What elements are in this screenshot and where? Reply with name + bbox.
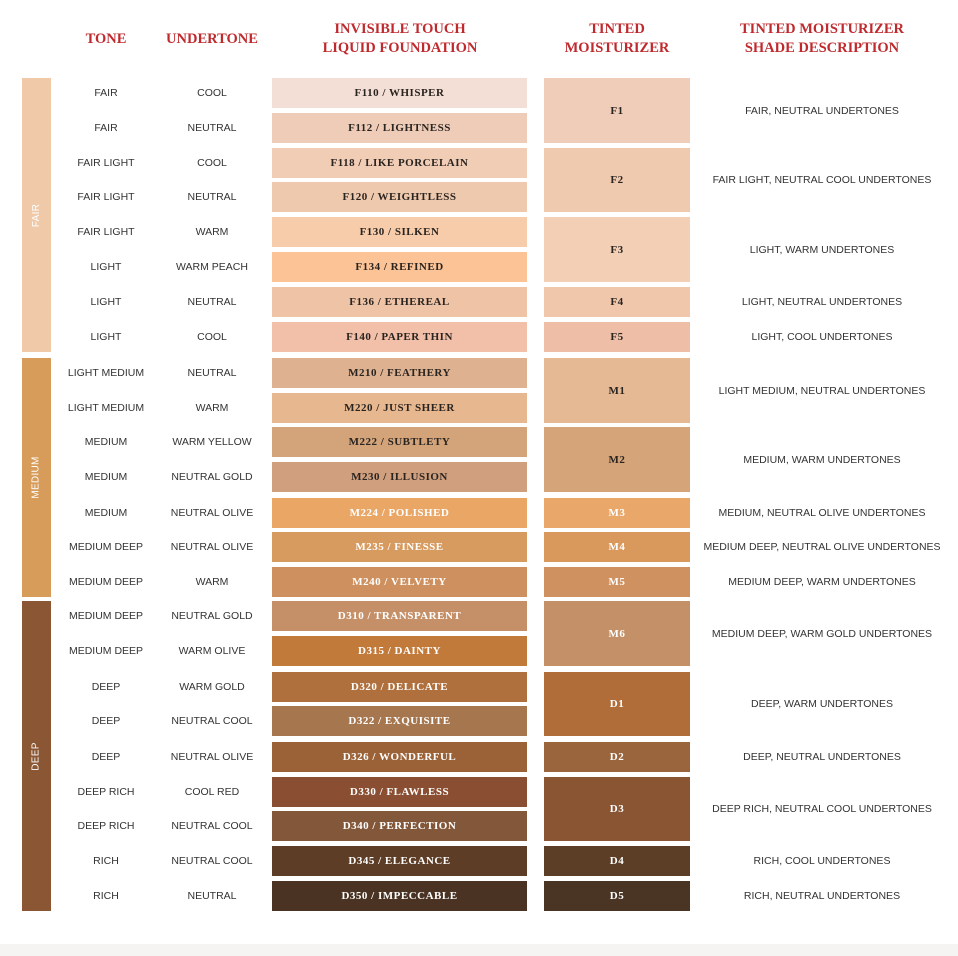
foundation-swatch: F118 / LIKE PORCELAIN [272,148,527,178]
foundation-swatch: D330 / FLAWLESS [272,777,527,807]
tone-cell: MEDIUM [84,436,128,448]
foundation-swatch: F134 / REFINED [272,252,527,282]
moisturizer-swatch: D5 [544,881,690,911]
foundation-swatch: D310 / TRANSPARENT [272,601,527,631]
foundation-swatch: F136 / ETHEREAL [272,287,527,317]
foundation-swatch: M220 / JUST SHEER [272,393,527,423]
undertone-cell: NEUTRAL COOL [171,855,253,867]
undertone-cell: NEUTRAL [187,890,237,902]
moisturizer-swatch: D3 [544,777,690,841]
shade-description: MEDIUM, WARM UNDERTONES [743,453,901,466]
undertone-cell: COOL RED [184,786,240,798]
tone-cell: LIGHT [90,261,122,273]
undertone-cell: NEUTRAL [187,191,237,203]
foundation-swatch: M222 / SUBTLETY [272,427,527,457]
foundation-swatch: F130 / SILKEN [272,217,527,247]
tone-group [22,78,51,352]
tone-cell: MEDIUM DEEP [68,541,144,553]
undertone-cell: NEUTRAL [187,367,237,379]
tone-cell: DEEP [91,715,121,727]
undertone-cell: NEUTRAL OLIVE [170,507,254,519]
foundation-swatch: M224 / POLISHED [272,498,527,528]
foundation-swatch: M240 / VELVETY [272,567,527,597]
tone-group [22,601,51,911]
shade-description: LIGHT MEDIUM, NEUTRAL UNDERTONES [718,384,926,397]
shade-description: FAIR, NEUTRAL UNDERTONES [745,104,899,117]
shade-description: RICH, NEUTRAL UNDERTONES [743,890,901,902]
tone-cell: RICH [93,890,119,902]
undertone-cell: WARM GOLD [179,681,245,693]
foundation-swatch: F110 / WHISPER [272,78,527,108]
moisturizer-swatch: F1 [544,78,690,143]
tone-cell: LIGHT [90,296,122,308]
undertone-cell: NEUTRAL OLIVE [170,541,254,553]
shade-description: LIGHT, WARM UNDERTONES [749,243,895,256]
shade-description: MEDIUM DEEP, WARM GOLD UNDERTONES [711,627,933,640]
foundation-swatch: M230 / ILLUSION [272,462,527,492]
tone-cell: MEDIUM [84,471,128,483]
tone-cell: FAIR LIGHT [77,191,135,203]
tone-cell: MEDIUM [84,507,128,519]
tone-cell: MEDIUM DEEP [68,610,144,622]
shade-description: MEDIUM, NEUTRAL OLIVE UNDERTONES [718,507,926,519]
tone-group-label: FAIR [31,203,42,227]
undertone-cell: NEUTRAL [187,296,237,308]
header-tone: TONE [85,31,127,47]
moisturizer-swatch: F5 [544,322,690,352]
undertone-cell: NEUTRAL COOL [171,820,253,832]
undertone-cell: NEUTRAL OLIVE [170,751,254,763]
moisturizer-swatch: M5 [544,567,690,597]
foundation-swatch: D350 / IMPECCABLE [272,881,527,911]
tone-cell: RICH [93,855,119,867]
tone-cell: FAIR LIGHT [77,226,135,238]
shade-description: DEEP, WARM UNDERTONES [751,698,893,710]
shade-description: RICH, COOL UNDERTONES [753,855,891,867]
tone-group-label: DEEP [31,741,42,771]
undertone-cell: WARM [195,576,229,588]
moisturizer-swatch: D4 [544,846,690,876]
shade-description: LIGHT, NEUTRAL UNDERTONES [741,296,903,308]
foundation-swatch: M235 / FINESSE [272,532,527,562]
foundation-swatch: F140 / PAPER THIN [272,322,527,352]
undertone-cell: COOL [197,87,227,99]
undertone-cell: WARM [195,226,229,238]
foundation-swatch: D315 / DAINTY [272,636,527,666]
undertone-cell: WARM [195,402,229,414]
tone-cell: DEEP [91,751,121,763]
foundation-swatch: D340 / PERFECTION [272,811,527,841]
foundation-swatch: F120 / WEIGHTLESS [272,182,527,212]
shade-description: DEEP, NEUTRAL UNDERTONES [743,751,901,763]
undertone-cell: WARM OLIVE [178,645,246,657]
shade-description: MEDIUM DEEP, NEUTRAL OLIVE UNDERTONES [703,541,941,553]
undertone-cell: WARM YELLOW [172,436,252,448]
moisturizer-swatch: F4 [544,287,690,317]
tone-cell: MEDIUM DEEP [68,645,144,657]
foundation-swatch: D345 / ELEGANCE [272,846,527,876]
undertone-cell: COOL [197,157,227,169]
page-footer-band [0,944,958,956]
shade-description: MEDIUM DEEP, WARM UNDERTONES [728,576,916,588]
tone-group-label: MEDIUM [31,456,43,499]
header-moisturizer: TINTED MOISTURIZER [564,21,670,56]
undertone-cell: WARM PEACH [176,261,248,273]
tone-cell: DEEP [91,681,121,693]
moisturizer-swatch: M4 [544,532,690,562]
moisturizer-swatch: F3 [544,217,690,282]
foundation-swatch: F112 / LIGHTNESS [272,113,527,143]
tone-cell: FAIR LIGHT [77,157,135,169]
undertone-cell: NEUTRAL GOLD [171,471,253,483]
tone-cell: LIGHT MEDIUM [67,367,145,379]
foundation-swatch: D326 / WONDERFUL [272,742,527,772]
foundation-swatch: M210 / FEATHERY [272,358,527,388]
moisturizer-swatch: D1 [544,672,690,736]
foundation-swatch: D322 / EXQUISITE [272,706,527,736]
moisturizer-swatch: M6 [544,601,690,666]
tone-cell: LIGHT MEDIUM [67,402,145,414]
tone-cell: DEEP RICH [77,786,135,798]
tone-cell: FAIR [94,87,118,99]
undertone-cell: NEUTRAL GOLD [171,610,253,622]
shade-description: DEEP RICH, NEUTRAL COOL UNDERTONES [712,803,932,815]
undertone-cell: NEUTRAL COOL [171,715,253,727]
tone-cell: MEDIUM DEEP [68,576,144,588]
undertone-cell: NEUTRAL [187,122,237,134]
moisturizer-swatch: D2 [544,742,690,772]
undertone-cell: COOL [197,331,227,343]
tone-group [22,358,51,597]
header-description: TINTED MOISTURIZER SHADE DESCRIPTION [740,21,904,56]
moisturizer-swatch: M3 [544,498,690,528]
tone-cell: DEEP RICH [77,820,135,832]
shade-description: FAIR LIGHT, NEUTRAL COOL UNDERTONES [712,174,932,186]
moisturizer-swatch: M2 [544,427,690,492]
tone-cell: LIGHT [90,331,122,343]
foundation-swatch: D320 / DELICATE [272,672,527,702]
header-undertone: UNDERTONE [166,31,258,47]
shade-description: LIGHT, COOL UNDERTONES [751,331,893,343]
header-foundation: INVISIBLE TOUCH LIQUID FOUNDATION [322,21,478,56]
moisturizer-swatch: F2 [544,148,690,212]
moisturizer-swatch: M1 [544,358,690,423]
tone-cell: FAIR [94,122,118,134]
